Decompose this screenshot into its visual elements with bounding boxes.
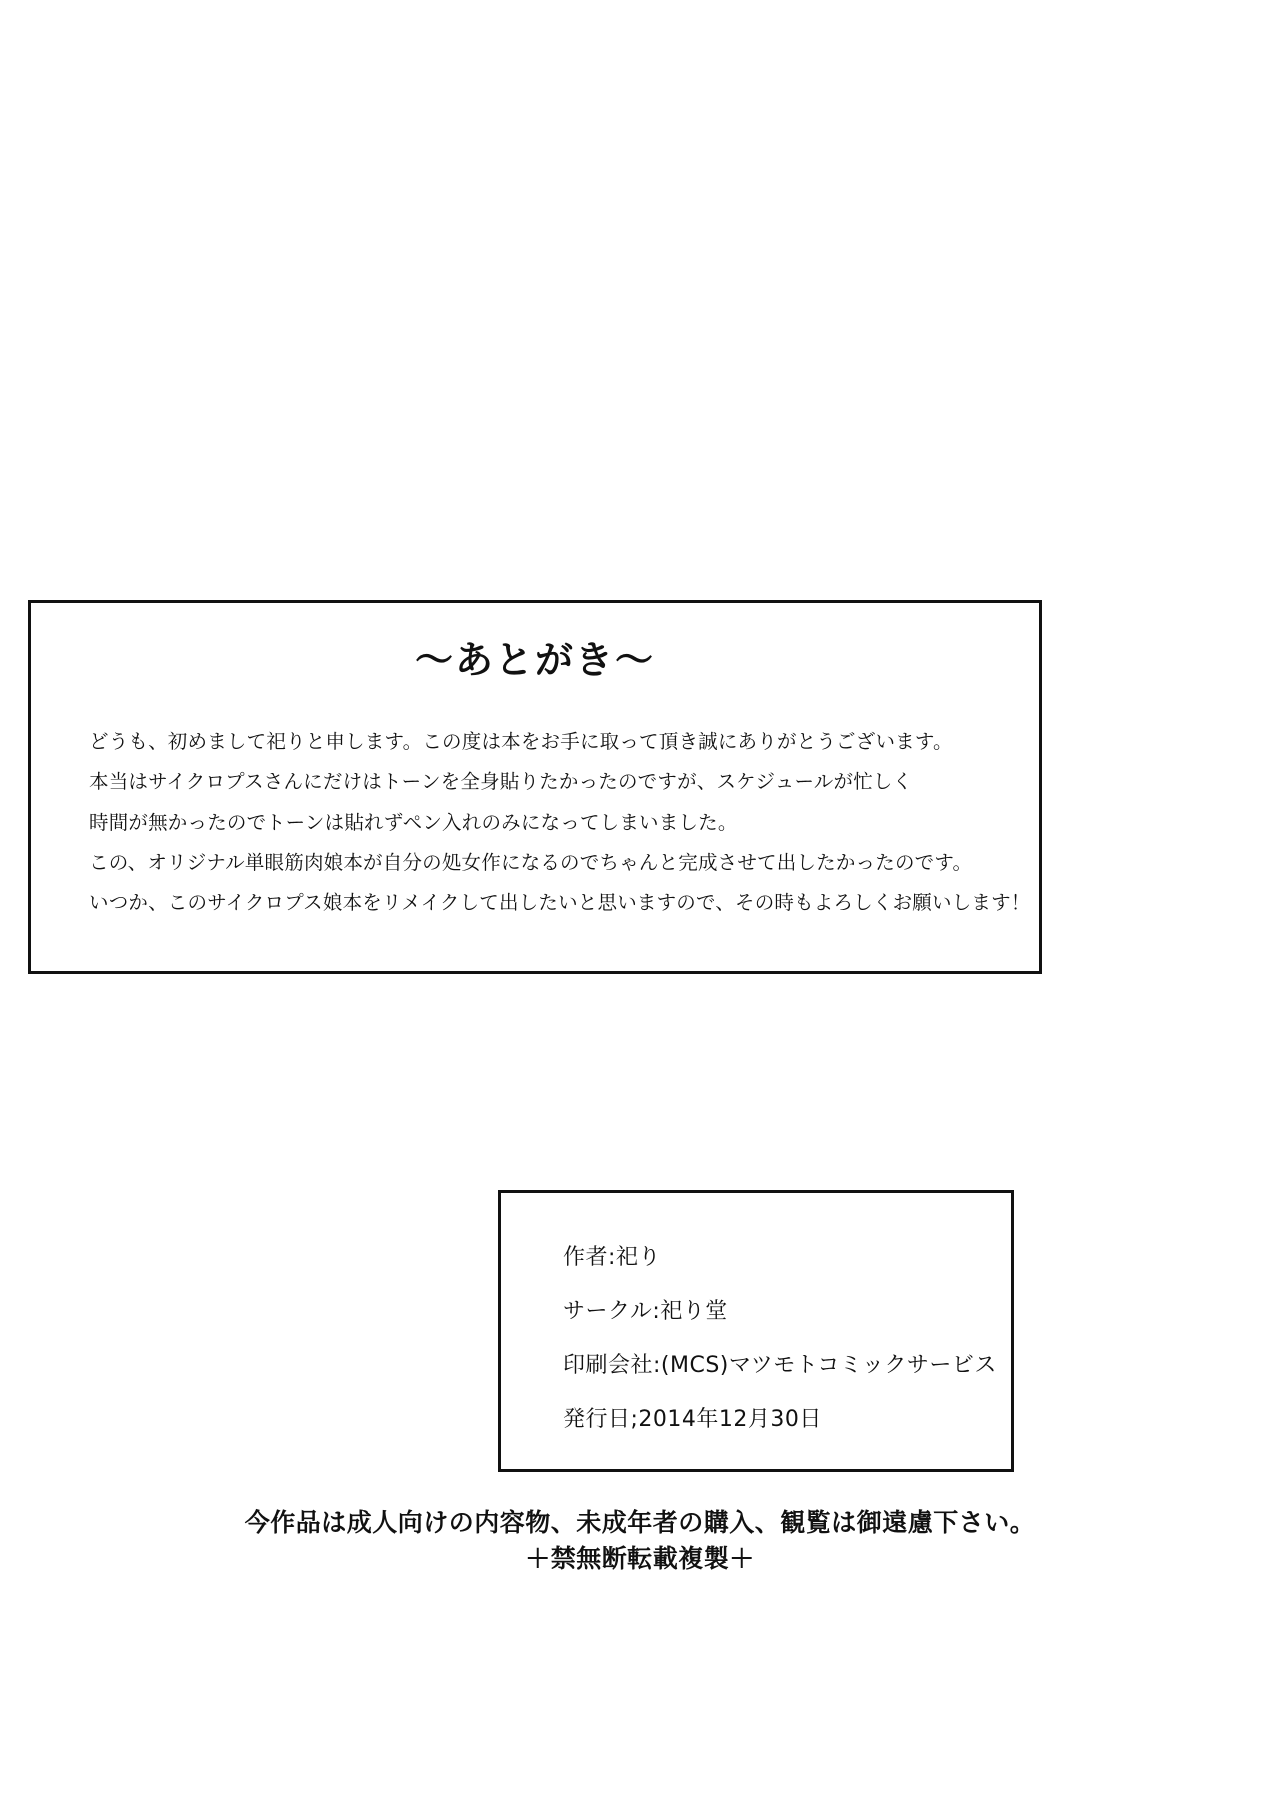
colophon-publish-date: 発行日;2014年12月30日 — [563, 1406, 822, 1432]
afterword-line: いつか、このサイクロプス娘本をリメイクして出したいと思いますので、その時もよろしくお願いします！ — [89, 891, 1031, 915]
afterword-body — [89, 722, 1031, 924]
no-reprint-notice: ＋禁無断転載複製＋ — [525, 1544, 755, 1574]
colophon-circle: サークル:祀り堂 — [563, 1298, 728, 1324]
afterword-title: ～あとがき～ — [414, 638, 655, 682]
footer-notice — [0, 1505, 1280, 1578]
afterword-line: どうも、初めまして祀りと申します。この度は本をお手に取って頂き誠にありがとうございます。 — [89, 730, 953, 753]
colophon-panel — [498, 1190, 1014, 1472]
colophon-list — [563, 1231, 1011, 1447]
colophon-author: 作者:祀り — [563, 1245, 661, 1270]
adult-content-notice: 今作品は成人向けの内容物、未成年者の購入、観覧は御遠慮下さい。 — [244, 1508, 1036, 1537]
colophon-printer: 印刷会社:(MCS)マツモトコミックサービス — [563, 1352, 997, 1378]
afterword-line: この、オリジナル単眼筋肉娘本が自分の処女作になるのでちゃんと完成させて出したかったのです。 — [89, 851, 973, 875]
afterword-line: 時間が無かったのでトーンは貼れずペン入れのみになってしまいました。 — [89, 810, 738, 834]
afterword-line: 本当はサイクロプスさんにだけはトーンを全身貼りたかったのですが、スケジュールが忙しく — [89, 770, 913, 794]
afterword-panel — [28, 600, 1042, 974]
